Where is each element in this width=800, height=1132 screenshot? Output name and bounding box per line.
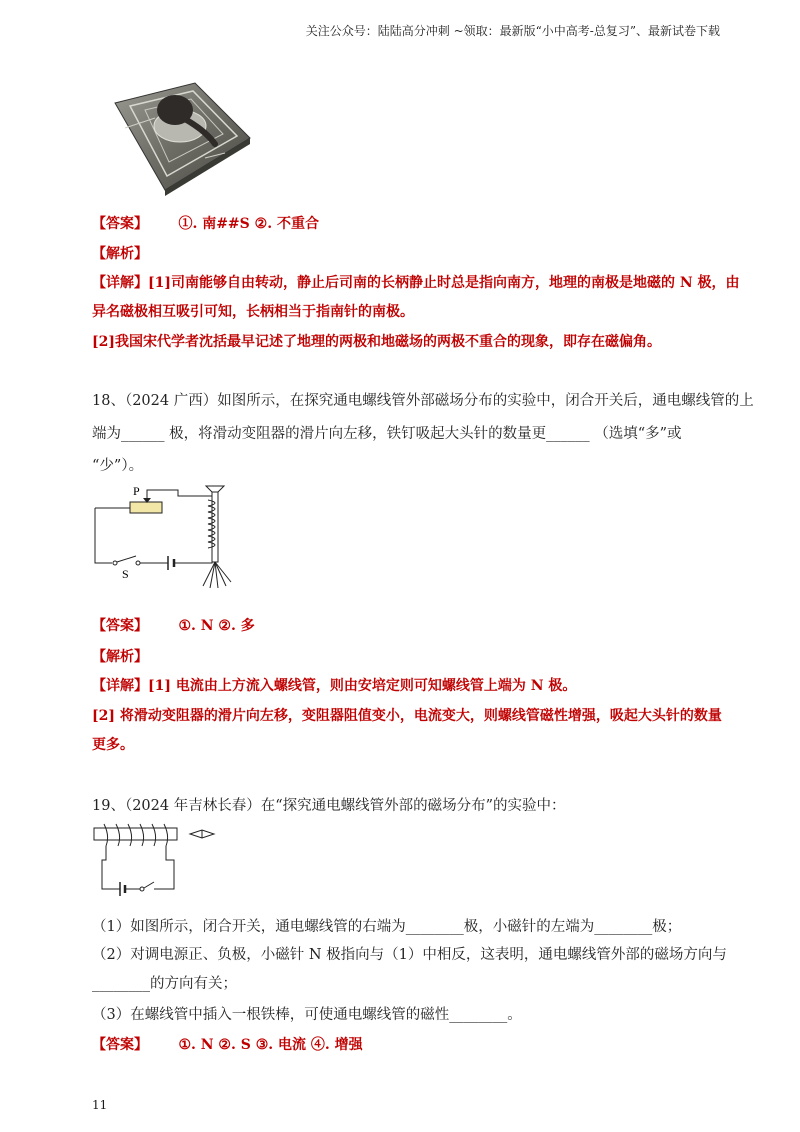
detail-text: 异名磁极相互吸引可知，长柄相当于指南针的南极。 [92, 304, 414, 320]
sinan-compass-image [95, 58, 255, 193]
answer-tag: 【答案】 [92, 216, 148, 232]
question-text: （1）如图所示，闭合开关，通电螺线管的右端为________极，小磁针的左端为________极； [92, 919, 682, 935]
question-text: ________的方向有关； [92, 976, 237, 992]
answer-text: ①. N ②. 多 [178, 618, 255, 634]
answer-tag: 【答案】 [92, 1037, 148, 1053]
switch-label-s: S [122, 567, 129, 581]
question-text: 19、（2024 年吉林长春）在“探究通电螺线管外部的磁场分布”的实验中： [92, 798, 566, 814]
detail-text: 【详解】[1]司南能够自由转动，静止后司南的长柄静止时总是指向南方，地理的南极是地磁的 N 极，由 [92, 275, 740, 291]
analysis-tag: 【解析】 [92, 649, 148, 665]
page-header: 关注公众号：陆陆高分冲刺 ~领取：最新版“小中高考-总复习”、最新试卷下载 [305, 24, 720, 38]
question-text: （2）对调电源正、负极，小磁针 N 极指向与（1）中相反，这表明，通电螺线管外部的磁场方向与 [92, 947, 727, 963]
page-number: 11 [92, 1098, 108, 1112]
detail-text: 【详解】[1] 电流由上方流入螺线管，则由安培定则可知螺线管上端为 N 极。 [92, 678, 577, 694]
question-text: 18、（2024 广西）如图所示，在探究通电螺线管外部磁场分布的实验中，闭合开关后，通电螺线管的上 [92, 393, 754, 409]
solenoid-compass-diagram [92, 822, 232, 897]
question-text: （3）在螺线管中插入一根铁棒，可使通电螺线管的磁性________。 [92, 1007, 522, 1023]
slider-label-p: P [133, 484, 140, 498]
answer-text: ①. 南##S ②. 不重合 [178, 216, 319, 232]
solenoid-circuit-diagram [90, 478, 250, 593]
q18-answer-row [92, 616, 255, 636]
question-text: 端为______ 极，将滑动变阻器的滑片向左移，铁钉吸起大头针的数量更______ （选填“多”或 [92, 426, 682, 442]
q17-answer-row [92, 214, 319, 234]
q19-answer-row [92, 1035, 363, 1055]
analysis-tag: 【解析】 [92, 246, 148, 262]
detail-text: 更多。 [92, 737, 134, 753]
detail-text: [2]我国宋代学者沈括最早记述了地理的两极和地磁场的两极不重合的现象，即存在磁偏角。 [92, 334, 661, 350]
answer-tag: 【答案】 [92, 618, 148, 634]
answer-text: ①. N ②. S ③. 电流 ④. 增强 [178, 1037, 363, 1053]
detail-text: [2] 将滑动变阻器的滑片向左移，变阻器阻值变小，电流变大，则螺线管磁性增强，吸起大头针的数量 [92, 708, 722, 724]
question-text: “少”）。 [92, 458, 144, 474]
